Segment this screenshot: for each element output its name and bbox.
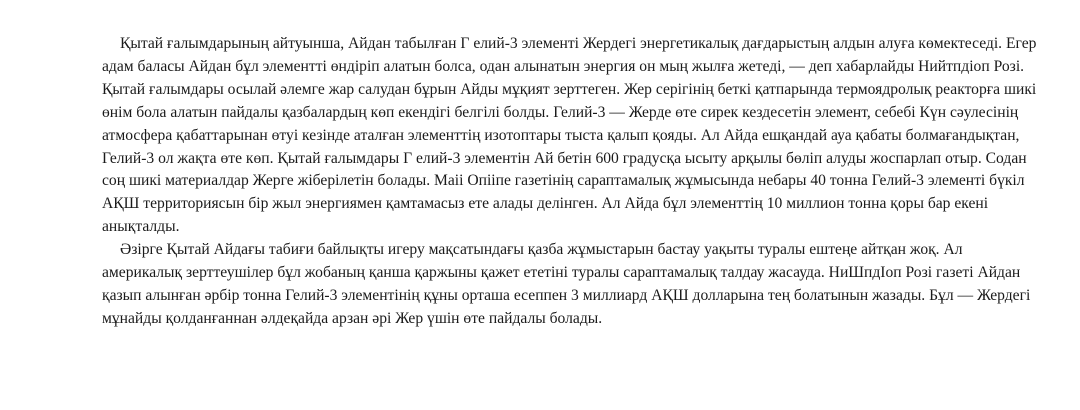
paragraph-1: Қытай ғалымдарының айтуынша, Айдан табылған Г елий-3 элементі Жердегі энергетикалық дағдарыстың алдын алуға көмектеседі. Егер адам баласы Айдан бұл элементті өндіріп алатын болса, одан алынатын энергия он мың жылға жетеді, — деп хабарлайды Нийтпдіоп Розі. bbox=[102, 35, 1037, 75]
paragraph-3: Әзірге Қытай Айдағы табиғи байлықты игеру мақсатындағы қазба жұмыстарын бастау уақыты туралы ештеңе айтқан жоқ. Ал америкалық зерттеушілер бұл жобаның қанша қаржыны қажет ететіні туралы сараптамалық талдау жасауда. НиШпдІоп Розі газеті Айдан қазып алынған әрбір тонна Гелий-3 элементінің құны орташа есеппен 3 миллиард АҚШ долларына тең болатынын жазады. Бұл — Жердегі мұнайды қолданғаннан әлдеқайда арзан әрі Жер үшін өте пайдалы болады. bbox=[102, 241, 1031, 327]
paragraph-2: Қытай ғалымдары осылай әлемге жар салудан бұрын Айды мұқият зерттеген. Жер серігінің беткі қатпарында термоядролық реакторға шикі өнім бола алатын пайдалы қазбалардың көп екендігі белгілі болды. Гелий-3 — Жерде өте сирек кездесетін элемент, себебі Күн сәулесінің атмосфера қабаттарынан өтуі кезінде аталған элементтің изотоптары тыста қалып қояды. Ал Айда ешқандай ауа қабаты болмағандықтан, Гелий-3 ол жақта өте көп. Қытай ғалымдары Г елий-3 элементін Ай бетін 600 градусқа ысыту арқылы бөліп алуды жоспарлап отыр. Содан соң шикі материалдар Жерге жіберілетін болады. Маіі Опііпе газетінің сараптамалық жұмысында небары 40 тонна Гелий-3 элементі бүкіл АҚШ территориясын бір жыл энергиямен қамтамасыз ете алады делінген. Ал Айда бұл элементтің 10 миллион тонна қоры бар екені анықталды. bbox=[102, 80, 1037, 236]
article-body bbox=[102, 33, 1037, 331]
